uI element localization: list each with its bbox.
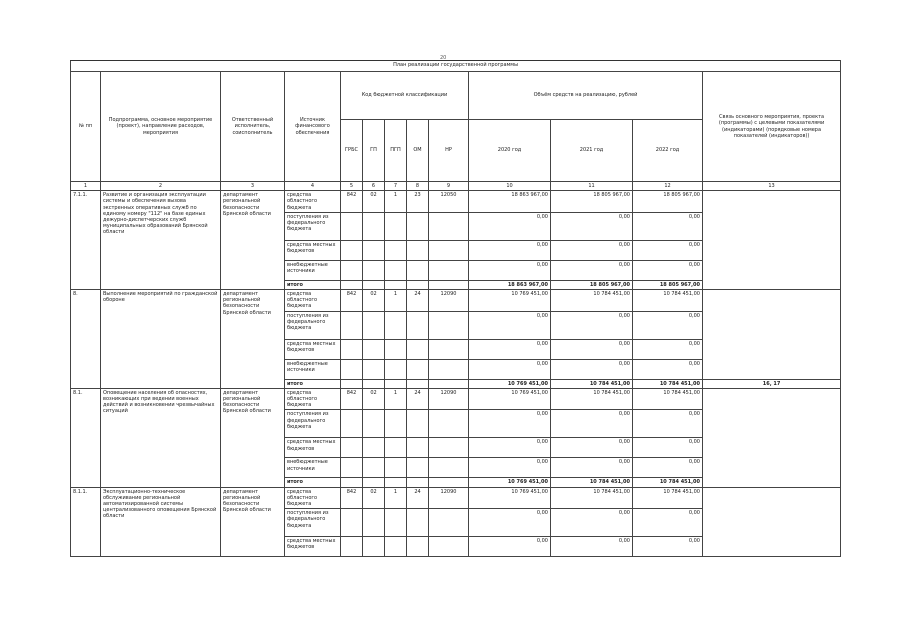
cell-2020: 18 863 967,00 [469,191,551,213]
header-2022: 2022 год [633,120,703,182]
cell-2022: 0,00 [633,537,703,557]
source-total: итого [285,280,341,289]
row-name: Развитие и организация эксплуатации системы и обеспечения вызова экстренных оперативных служб по единому номеру "112" на базе единых дежурно-диспетчерских служб муниципальных образований Брянской области [101,191,221,290]
header-om: ОМ [407,120,429,182]
cell-2022: 18 805 967,00 [633,191,703,213]
cell-2020: 0,00 [469,438,551,458]
colnum: 3 [221,182,285,191]
cell-2020: 0,00 [469,509,551,537]
header-budget-code: Код бюджетной классификации [341,72,469,120]
table-row [71,191,841,213]
colnum: 10 [469,182,551,191]
table-row [71,290,841,312]
header-link: Связь основного мероприятия, проекта (программы) с целевыми показателями (индикаторами) (порядковые номера показателей (индикаторов)) [703,72,841,182]
cell-2022: 0,00 [633,240,703,260]
source-regional: средства областного бюджета [285,487,341,509]
cell-2020: 0,00 [469,240,551,260]
cell-2021: 0,00 [551,212,633,240]
cell-2020: 0,00 [469,410,551,438]
cell-om: 24 [407,290,429,312]
cell-gp: 02 [363,290,385,312]
cell-2022: 0,00 [633,458,703,478]
cell-link-empty [703,290,841,380]
source-extra: внебюджетные источники [285,458,341,478]
cell-grbs: 842 [341,487,363,509]
cell-2021: 0,00 [551,537,633,557]
header-program: Подпрограмма, основное мероприятие (проект), направление расходов, мероприятия [101,72,221,182]
row-executor: департамент региональной безопасности Брянской области [221,290,285,389]
cell-nr: 12090 [429,487,469,509]
colnum: 12 [633,182,703,191]
cell-2022: 0,00 [633,311,703,339]
cell-om: 24 [407,388,429,410]
source-federal: поступления из федерального бюджета [285,509,341,537]
header-grbs: ГРБС [341,120,363,182]
header-pgp: ПГП [385,120,407,182]
header-source: Источник финансового обеспечения [285,72,341,182]
colnum: 6 [363,182,385,191]
cell-2021: 10 784 451,00 [551,290,633,312]
cell-2022: 10 784 451,00 [633,388,703,410]
cell-2021: 0,00 [551,458,633,478]
cell-2021: 10 784 451,00 [551,388,633,410]
cell-2020: 0,00 [469,212,551,240]
header-executor: Ответственный исполнитель, соисполнитель [221,72,285,182]
cell-2022: 0,00 [633,438,703,458]
cell-pgp: 1 [385,487,407,509]
cell-2021: 0,00 [551,509,633,537]
cell-2022: 0,00 [633,339,703,359]
row-executor: департамент региональной безопасности Брянской области [221,487,285,557]
table-row [71,487,841,509]
colnum: 9 [429,182,469,191]
table-caption: План реализации государственной программы [71,61,841,72]
row-num: 8. [71,290,101,389]
cell-2022: 0,00 [633,260,703,280]
cell-link [703,388,841,487]
page-number: 20 [440,55,447,61]
source-local: средства местных бюджетов [285,240,341,260]
row-executor: департамент региональной безопасности Брянской области [221,191,285,290]
header-nr: НР [429,120,469,182]
cell-link: 16, 17 [703,379,841,388]
source-regional: средства областного бюджета [285,388,341,410]
source-regional: средства областного бюджета [285,191,341,213]
cell-2022: 10 784 451,00 [633,379,703,388]
colnum: 7 [385,182,407,191]
cell-link [703,487,841,557]
cell-2021: 0,00 [551,240,633,260]
source-total: итого [285,478,341,487]
cell-pgp: 1 [385,388,407,410]
source-total: итого [285,379,341,388]
cell-grbs: 842 [341,191,363,213]
cell-nr: 12090 [429,388,469,410]
source-extra: внебюджетные источники [285,260,341,280]
column-numbers-row [71,182,841,191]
cell-2020: 10 769 451,00 [469,379,551,388]
colnum: 13 [703,182,841,191]
cell-2021: 18 805 967,00 [551,280,633,289]
cell-2021: 0,00 [551,359,633,379]
cell-pgp: 1 [385,290,407,312]
cell-2022: 10 784 451,00 [633,478,703,487]
cell-2022: 10 784 451,00 [633,290,703,312]
cell-2021: 10 784 451,00 [551,487,633,509]
cell-2021: 0,00 [551,260,633,280]
cell-link [703,191,841,290]
cell-2020: 0,00 [469,311,551,339]
cell-nr: 12090 [429,290,469,312]
source-local: средства местных бюджетов [285,537,341,557]
row-num: 7.1.1. [71,191,101,290]
cell-2020: 0,00 [469,260,551,280]
table-row [71,388,841,410]
colnum: 8 [407,182,429,191]
cell-gp: 02 [363,388,385,410]
row-executor: департамент региональной безопасности Брянской области [221,388,285,487]
cell-pgp: 1 [385,191,407,213]
cell-2020: 0,00 [469,359,551,379]
source-extra: внебюджетные источники [285,359,341,379]
row-name: Выполнение мероприятий по гражданской обороне [101,290,221,389]
header-volume: Объём средств на реализацию, рублей [469,72,703,120]
cell-2022: 0,00 [633,359,703,379]
cell-2021: 0,00 [551,311,633,339]
source-local: средства местных бюджетов [285,339,341,359]
cell-grbs: 842 [341,388,363,410]
cell-2021: 0,00 [551,410,633,438]
cell-2020: 0,00 [469,339,551,359]
source-local: средства местных бюджетов [285,438,341,458]
cell-om: 23 [407,191,429,213]
header-gp: ГП [363,120,385,182]
header-num: № пп [71,72,101,182]
source-regional: средства областного бюджета [285,290,341,312]
cell-grbs: 842 [341,290,363,312]
cell-2021: 0,00 [551,438,633,458]
cell-gp: 02 [363,487,385,509]
cell-2020: 18 863 967,00 [469,280,551,289]
cell-2020: 0,00 [469,458,551,478]
cell-2020: 10 769 451,00 [469,487,551,509]
header-2020: 2020 год [469,120,551,182]
program-plan-table [70,60,841,557]
source-federal: поступления из федерального бюджета [285,212,341,240]
cell-gp: 02 [363,191,385,213]
cell-2021: 10 784 451,00 [551,379,633,388]
cell-2022: 18 805 967,00 [633,280,703,289]
cell-2021: 0,00 [551,339,633,359]
cell-2022: 10 784 451,00 [633,487,703,509]
cell-om: 24 [407,487,429,509]
row-num: 8.1. [71,388,101,487]
colnum: 2 [101,182,221,191]
cell-2020: 10 769 451,00 [469,290,551,312]
row-name: Эксплуатационно-техническое обслуживание региональной автоматизированной системы централизованного оповещения Брянской области [101,487,221,557]
colnum: 5 [341,182,363,191]
cell-2022: 0,00 [633,410,703,438]
cell-2021: 18 805 967,00 [551,191,633,213]
cell-nr: 12050 [429,191,469,213]
header-2021: 2021 год [551,120,633,182]
cell-2022: 0,00 [633,509,703,537]
row-num: 8.1.1. [71,487,101,557]
row-name: Оповещение населения об опасностях, возникающих при ведении военных действий и возникновении чрезвычайных ситуаций [101,388,221,487]
source-federal: поступления из федерального бюджета [285,410,341,438]
cell-2021: 10 784 451,00 [551,478,633,487]
cell-2020: 0,00 [469,537,551,557]
colnum: 4 [285,182,341,191]
cell-2020: 10 769 451,00 [469,388,551,410]
cell-2020: 10 769 451,00 [469,478,551,487]
cell-2022: 0,00 [633,212,703,240]
colnum: 1 [71,182,101,191]
source-federal: поступления из федерального бюджета [285,311,341,339]
colnum: 11 [551,182,633,191]
